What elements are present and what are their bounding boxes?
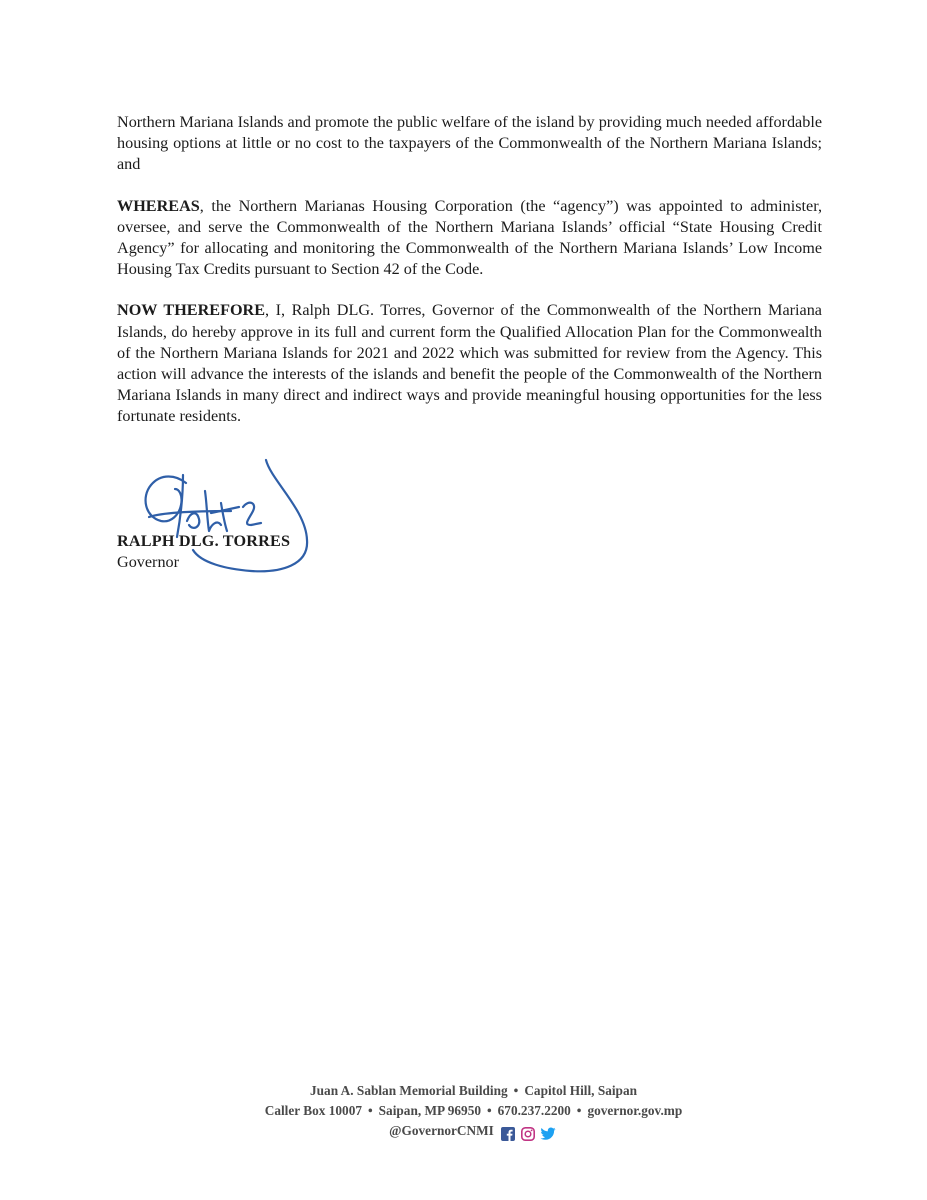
document-body [117, 112, 822, 448]
therefore-text: , I, Ralph DLG. Torres, Governor of the Commonwealth of the Northern Mariana Islands, do hereby approve in its full and current form the Qualified Allocation Plan for the Commonwealth of the Northern Mariana Islands for 2021 and 2022 which was submitted for review from the Agency. This action will advance the interests of the islands and benefit the people of the Commonwealth of the Northern Mariana Islands in many direct and indirect ways and provide meaningful housing opportunities for the less fortunate residents. [117, 301, 822, 426]
bullet-separator: • [576, 1103, 582, 1118]
therefore-paragraph [117, 300, 822, 427]
building-name: Juan A. Sablan Memorial Building [310, 1083, 508, 1098]
continuation-text: Northern Mariana Islands and promote the public welfare of the island by providing much needed affordable housing options at little or no cost to the taxpayers of the Commonwealth of the Northern Mariana Islands; and [117, 113, 822, 174]
bullet-separator: • [513, 1083, 519, 1098]
whereas-text: , the Northern Marianas Housing Corporation (the “agency”) was appointed to administer, oversee, and serve the Commonwealth of the Northern Mariana Islands’ official “State Housing Credit Agency” for allocating and monitoring the Commonwealth of the Northern Mariana Islands’ Low Income Housing Tax Credits pursuant to Section 42 of the Code. [117, 196, 822, 279]
city-zip: Saipan, MP 96950 [378, 1103, 481, 1118]
phone-number: 670.237.2200 [497, 1103, 571, 1118]
handwritten-signature [131, 455, 331, 580]
instagram-icon[interactable] [521, 1127, 535, 1141]
whereas-lead: WHEREAS [117, 196, 200, 215]
location-name: Capitol Hill, Saipan [524, 1083, 637, 1098]
bullet-separator: • [487, 1103, 492, 1118]
continuation-paragraph [117, 112, 822, 176]
bullet-separator: • [368, 1103, 373, 1118]
twitter-icon[interactable] [540, 1127, 556, 1141]
therefore-lead: NOW THEREFORE [117, 301, 266, 320]
facebook-icon[interactable] [501, 1127, 515, 1141]
footer-address-line-2 [0, 1101, 927, 1121]
website-link[interactable]: governor.gov.mp [587, 1103, 683, 1118]
signer-title: Governor [117, 553, 180, 571]
social-icons [501, 1123, 558, 1143]
footer-social-line [0, 1121, 927, 1143]
footer-address-line-1 [0, 1081, 927, 1101]
signature-block [117, 455, 377, 585]
letterhead-footer [0, 1081, 927, 1143]
social-handle[interactable]: @GovernorCNMI [389, 1123, 494, 1138]
signer-name: RALPH DLG. TORRES [117, 532, 291, 550]
mailing-box: Caller Box 10007 [264, 1103, 362, 1118]
whereas-paragraph [117, 196, 822, 281]
